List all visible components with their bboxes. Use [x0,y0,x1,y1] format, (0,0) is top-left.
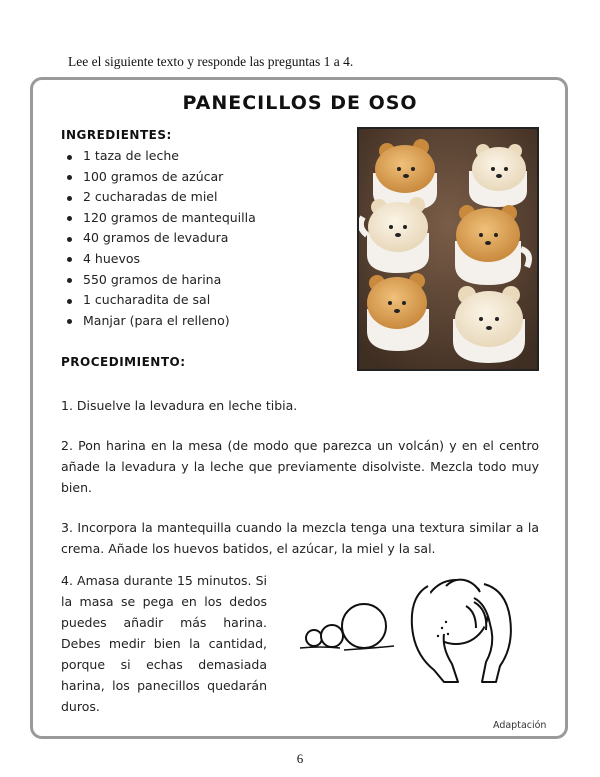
ingredients-heading-colon: : [166,128,172,142]
dough-balls-icon [296,566,536,686]
ingredient-item: 2 cucharadas de miel [61,187,256,208]
hands-icon [412,580,511,682]
procedure-step-2: 2. Pon harina en la mesa (de modo que parezca un volcán) y en el centro añade la levadura y la leche que previamente disolviste. Mezcla todo muy bien. [61,438,539,495]
ingredient-item: 1 taza de leche [61,146,256,167]
recipe-title: PANECILLOS DE OSO [182,92,418,114]
ingredients-heading [61,128,172,142]
procedure-heading-text: PROCEDIMIENTO [61,355,181,369]
bear-bun [367,273,429,351]
procedure-step-1: 1. Disuelve la levadura en leche tibia. [61,398,298,413]
procedure-heading-colon: : [180,355,186,369]
procedure-step-3: 3. Incorpora la mantequilla cuando la mezcla tenga una textura similar a la crema. Añade los huevos batidos, el azúcar, la miel y la sal. [61,520,539,556]
procedure-step-4: 4. Amasa durante 15 minutos. Si la masa se pega en los dedos puedes añadir más harina. Debes medir bien la cantidad, porque si echas demasiada harina, los panecillos quedarán duros. [61,573,267,714]
adaptation-note: Adaptación [493,720,547,731]
page-number: 6 [296,751,304,766]
procedure-heading [61,355,186,369]
ingredients-heading-text: INGREDIENTES [61,128,167,142]
ingredient-item: 120 gramos de mantequilla [61,208,256,229]
ingredients-list [61,146,256,331]
ingredient-item: 550 gramos de harina [61,270,256,291]
ingredient-item: Manjar (para el relleno) [61,311,256,332]
ingredient-item: 4 huevos [61,249,256,270]
ingredient-item: 1 cucharadita de sal [61,290,256,311]
reading-instruction: Lee el siguiente texto y responde las preguntas 1 a 4. [68,54,354,69]
bear-buns-illustration [359,129,537,369]
bear-bun [469,144,527,207]
ingredient-item: 40 gramos de levadura [61,228,256,249]
ingredient-item: 100 gramos de azúcar [61,167,256,188]
hands-kneading-illustration [296,566,536,690]
bear-bun [453,286,525,363]
bear-buns-photo [357,127,539,371]
